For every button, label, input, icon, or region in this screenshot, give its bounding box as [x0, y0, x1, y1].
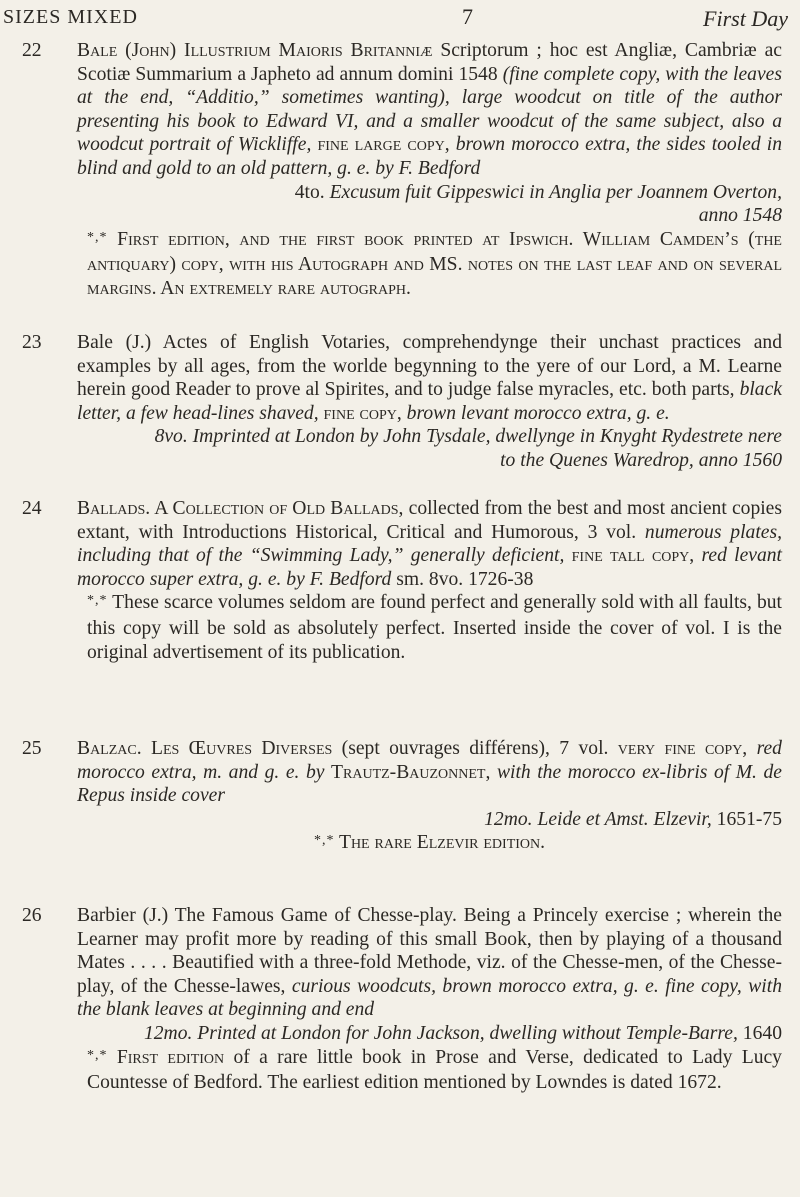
provenance: with the morocco ex-libris of M. de Repus inside cover [77, 761, 782, 807]
lot-description [77, 39, 782, 301]
lot-description [77, 331, 782, 473]
format-date: sm. 8vo. 1726-38 [391, 568, 534, 590]
condition: a few head-lines shaved, [121, 402, 319, 424]
format: 4to. [294, 181, 330, 203]
page-number: 7 [462, 4, 473, 29]
lot-note: First edition, and the first book printed at Ipswich. William Camden’s (the antiquary) copy, with his Autograph and MS. notes on the last leaf and on several margins. An extremely rare autograph. [87, 228, 782, 299]
lot-description [77, 737, 782, 857]
imprint: Printed at London for John Jackson, dwelling without Temple-Barre, [197, 1022, 738, 1044]
sale-day: First Day [703, 6, 788, 31]
lot-note: The rare Elzevir edition. [334, 832, 546, 854]
author: Bale (John) [77, 40, 185, 61]
binding: red morocco extra, m. and g. e. by [77, 738, 782, 783]
imprint: Excusum fuit Gippeswici in Anglia per Joannem Overton, [329, 181, 782, 203]
copy-note: fine tall copy, [564, 545, 702, 567]
lot-description [77, 497, 782, 664]
binding: brown morocco extra, the sides tooled in blind and gold to an old pattern, g. e. by F. Bedford [77, 134, 783, 179]
copy-note: fine copy, [318, 402, 407, 424]
author: Balzac. [77, 738, 142, 759]
plates: numerous plates, including that of the “Swimming Lady,” generally deficient, [77, 521, 782, 567]
title: Illustrium Maioris Britanniæ [184, 40, 433, 61]
binding: curious woodcuts, brown morocco extra, g. e. fine copy, with the blank leaves at beginning and end [77, 975, 782, 1021]
title: Barbier (J.) The Famous Game of Chesse-play. Being a Princely exercise ; wherein the Learner may profit more by reading of this small Book, then by playing of a thousand Mates . . . . Beautified with a three-fold Methode, viz. of the Chesse-men, of the Chesse-play, of the Chesse-lawes, [77, 905, 782, 997]
first-edition: First edition [107, 1046, 225, 1068]
black-letter: black letter, [77, 379, 782, 424]
title-cont: collected from the best and most ancient copies extant, with Introductions Historical, Critical and Humorous, 3 vol. [77, 498, 783, 543]
condition: (fine complete copy, with the leaves at the end, “Additio,” sometimes wanting), large woodcut on title of the author presenting his book to Edward VI, and a smaller woodcut of the same subject, also a woodcut portrait of Wickliffe, [77, 63, 782, 156]
lot-number: 23 [22, 332, 42, 353]
asterism: *,* [313, 833, 335, 849]
lot-note: These scarce volumes seldom are found perfect and generally sold with all faults, but this copy will be sold as absolutely perfect. Inserted inside the cover of vol. I is the original advertisement of its publication. [87, 592, 782, 663]
page-header [0, 6, 800, 36]
binder: Trautz-Bauzonnet, [331, 761, 491, 783]
title: Les Œuvres Diverses [141, 738, 333, 759]
section-title: SIZES MIXED [3, 6, 138, 28]
format: 12mo. [143, 1022, 198, 1044]
title: A Collection of Old Ballads, [150, 498, 404, 519]
imprint: Leide et Amst. Elzevir, [537, 808, 712, 830]
title-cont: (sept ouvrages différens), 7 vol. [332, 738, 618, 759]
lot-number: 26 [22, 905, 42, 926]
asterism: *,* [87, 1047, 108, 1063]
title: Bale (J.) Actes of English Votaries, comprehendynge their unchast practices and examples by all ages, from the worlde begynning to the yere of our Lord, a M. Learne herein good Reader to prove al Spirites, and to judge false myracles, etc. both parts, [77, 332, 782, 401]
author: Ballads. [77, 498, 151, 519]
lot-description [77, 904, 782, 1095]
imprint-date: 1651-75 [711, 808, 782, 830]
asterism: *,* [87, 593, 108, 609]
lot-number: 24 [22, 498, 42, 519]
title-cont: Scriptorum ; hoc est Angliæ, Cambriæ ac Scotiæ Summarium a Japheto ad annum domini 1548 [77, 40, 783, 85]
imprint: Imprinted at London by John Tysdale, dwellynge in Knyght Rydestrete nere to the Quenes Waredrop, anno 1560 [192, 426, 782, 471]
format: 8vo. [154, 426, 193, 448]
imprint-date: 1640 [737, 1022, 782, 1044]
binding: red levant morocco super extra, g. e. by F. Bedford [77, 545, 783, 590]
imprint-date: anno 1548 [698, 205, 782, 227]
asterism: *,* [87, 229, 108, 245]
lot-number: 22 [22, 40, 42, 61]
format: 12mo. [484, 808, 538, 830]
lot-note: of a rare little book in Prose and Verse, dedicated to Lady Lucy Countesse of Bedford. The earliest edition mentioned by Lowndes is dated 1672. [87, 1046, 782, 1094]
copy-note: very fine copy, [617, 738, 748, 759]
binding: brown levant morocco extra, g. e. [406, 402, 670, 424]
copy-note: fine large copy, [311, 134, 456, 156]
lot-number: 25 [22, 738, 42, 759]
